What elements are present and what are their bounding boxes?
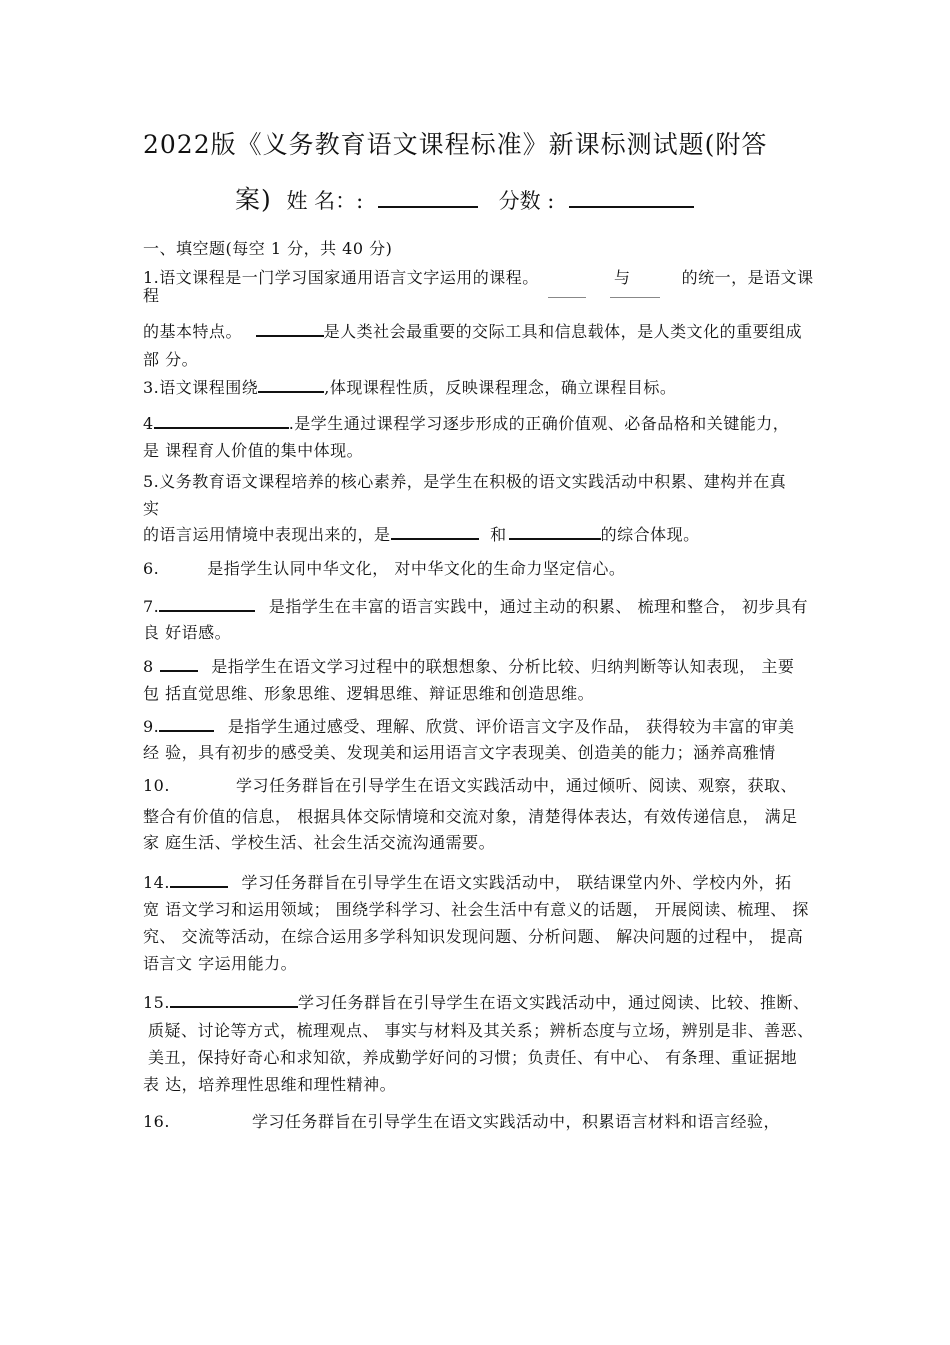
- q4-blank[interactable]: [154, 413, 289, 429]
- q14-line4: 语言文 字运用能力。: [143, 954, 298, 973]
- q8-text: 是指学生在语文学习过程中的联想想象、分析比较、归纳判断等认知表现， 主要: [211, 657, 795, 676]
- q3-text-2: ,体现课程性质，反映课程理念，确立课程目标。: [324, 378, 677, 397]
- q16-num: 16.: [143, 1112, 170, 1131]
- q2-text: 是人类社会最重要的交际工具和信息载体，是人类文化的重要组成: [323, 322, 803, 341]
- q5-blank-2[interactable]: [509, 524, 601, 540]
- q10-line2: 整合有价值的信息， 根据具体交际情境和交流对象，清楚得体表达，有效传递信息， 满足: [143, 807, 798, 826]
- score-input[interactable]: [569, 192, 694, 208]
- q2-blank[interactable]: [256, 321, 324, 337]
- q10-line3: 家 庭生活、学校生活、社会生活交流沟通需要。: [143, 833, 496, 852]
- page-title: 2022版《义务教育语文课程标准》新课标测试题(附答: [143, 130, 768, 159]
- q8-line1: [143, 654, 794, 677]
- score-label: 分数 :: [498, 189, 555, 213]
- q8-num: 8: [143, 657, 154, 676]
- q1-text-2: 的统一，是语文课: [681, 268, 814, 287]
- q4-line1: [143, 411, 789, 434]
- q5-blank-1[interactable]: [391, 524, 479, 540]
- q10-line1: [143, 773, 797, 796]
- q6-line: [143, 556, 625, 579]
- q4-text: .是学生通过课程学习逐步形成的正确价值观、必备品格和关键能力，: [288, 414, 790, 433]
- q1-blank-1[interactable]: [548, 296, 586, 298]
- q3-text: 3.语文课程围绕: [143, 378, 259, 397]
- title-continued: 案): [235, 185, 272, 214]
- name-label: 姓 名：:: [286, 189, 364, 213]
- q15-line2: 质疑、讨论等方式，梳理观点、 事实与材料及其关系；辨析态度与立场，辨别是非、善恶、: [148, 1021, 814, 1040]
- q14-line3: 究、 交流等活动，在综合运用多学科知识发现问题、分析问题、 解决问题的过程中， 提高: [143, 927, 804, 946]
- name-input[interactable]: [378, 192, 478, 208]
- q1-line1: [143, 265, 814, 288]
- q7-num: 7.: [143, 597, 160, 616]
- q3-blank[interactable]: [258, 377, 324, 393]
- q2-line2: 部 分。: [143, 350, 199, 369]
- q9-line1: [143, 714, 794, 737]
- q15-line4: 表 达，培养理性思维和理性精神。: [143, 1075, 397, 1094]
- q5-line1: 5.义务教育语文课程培养的核心素养，是学生在积极的语文实践活动中积累、建构并在真: [143, 472, 787, 491]
- q15-blank[interactable]: [170, 992, 298, 1008]
- q1-wrap: 程: [143, 286, 160, 305]
- q1-and: 与: [613, 268, 631, 287]
- section-heading: 一、填空题(每空 1 分，共 40 分): [143, 239, 393, 258]
- q4-num: 4: [143, 414, 154, 433]
- q8-blank[interactable]: [160, 656, 198, 672]
- q1-blank-2[interactable]: [610, 296, 660, 298]
- q5-and: 和: [490, 525, 507, 544]
- q3-line: [143, 375, 676, 398]
- q15-line1: [143, 990, 809, 1013]
- q7-line2: 良 好语感。: [143, 623, 232, 642]
- q2-lead: 的基本特点。: [143, 322, 243, 341]
- q7-blank[interactable]: [159, 596, 255, 612]
- q14-line1: [143, 870, 792, 893]
- q15-text: 学习任务群旨在引导学生在语文实践活动中，通过阅读、比较、推断、: [297, 993, 810, 1012]
- q14-num: 14.: [143, 873, 170, 892]
- q5-text: 的语言运用情境中表现出来的，是: [143, 525, 391, 544]
- q15-line3: 美丑，保持好奇心和求知欲，养成勤学好问的习惯；负责任、有中心、 有条理、重证据地: [148, 1048, 798, 1067]
- q1-text: 1.语文课程是一门学习国家通用语言文字运用的课程。: [143, 268, 539, 287]
- q5-text-2: 的综合体现。: [600, 525, 700, 544]
- q9-line2: 经 验，具有初步的感受美、发现美和运用语言文字表现美、创造美的能力；涵养高雅情: [143, 743, 776, 762]
- q6-text: 是指学生认同中华文化， 对中华文化的生命力坚定信心。: [207, 559, 626, 578]
- q16-line1: [143, 1109, 780, 1132]
- q14-text: 学习任务群旨在引导学生在语文实践活动中， 联结课堂内外、学校内外，拓: [241, 873, 792, 892]
- q6-num: 6.: [143, 559, 160, 578]
- q14-line2: 宽 语文学习和运用领域； 围绕学科学习、社会生活中有意义的话题， 开展阅读、梳理、 探: [143, 900, 809, 919]
- q5-line3: [143, 522, 700, 545]
- q2-line1: [143, 319, 802, 342]
- q7-line1: [143, 594, 808, 617]
- q5-line2: 实: [143, 499, 160, 518]
- q16-text: 学习任务群旨在引导学生在语文实践活动中，积累语言材料和语言经验，: [251, 1112, 780, 1131]
- q4-line2: 是 课程育人价值的集中体现。: [143, 441, 364, 460]
- q15-num: 15.: [143, 993, 170, 1012]
- q9-num: 9.: [143, 717, 160, 736]
- q7-text: 是指学生在丰富的语言实践中，通过主动的积累、 梳理和整合， 初步具有: [268, 597, 809, 616]
- q10-num: 10.: [143, 776, 170, 795]
- q9-blank[interactable]: [159, 716, 214, 732]
- q9-text: 是指学生通过感受、理解、欣赏、评价语言文字及作品， 获得较为丰富的审美: [227, 717, 795, 736]
- title-line2: [235, 180, 694, 216]
- q10-text: 学习任务群旨在引导学生在语文实践活动中，通过倾听、阅读、观察，获取、: [235, 776, 797, 795]
- q14-blank[interactable]: [170, 872, 228, 888]
- q8-line2: 包 括直觉思维、形象思维、逻辑思维、辩证思维和创造思维。: [143, 684, 595, 703]
